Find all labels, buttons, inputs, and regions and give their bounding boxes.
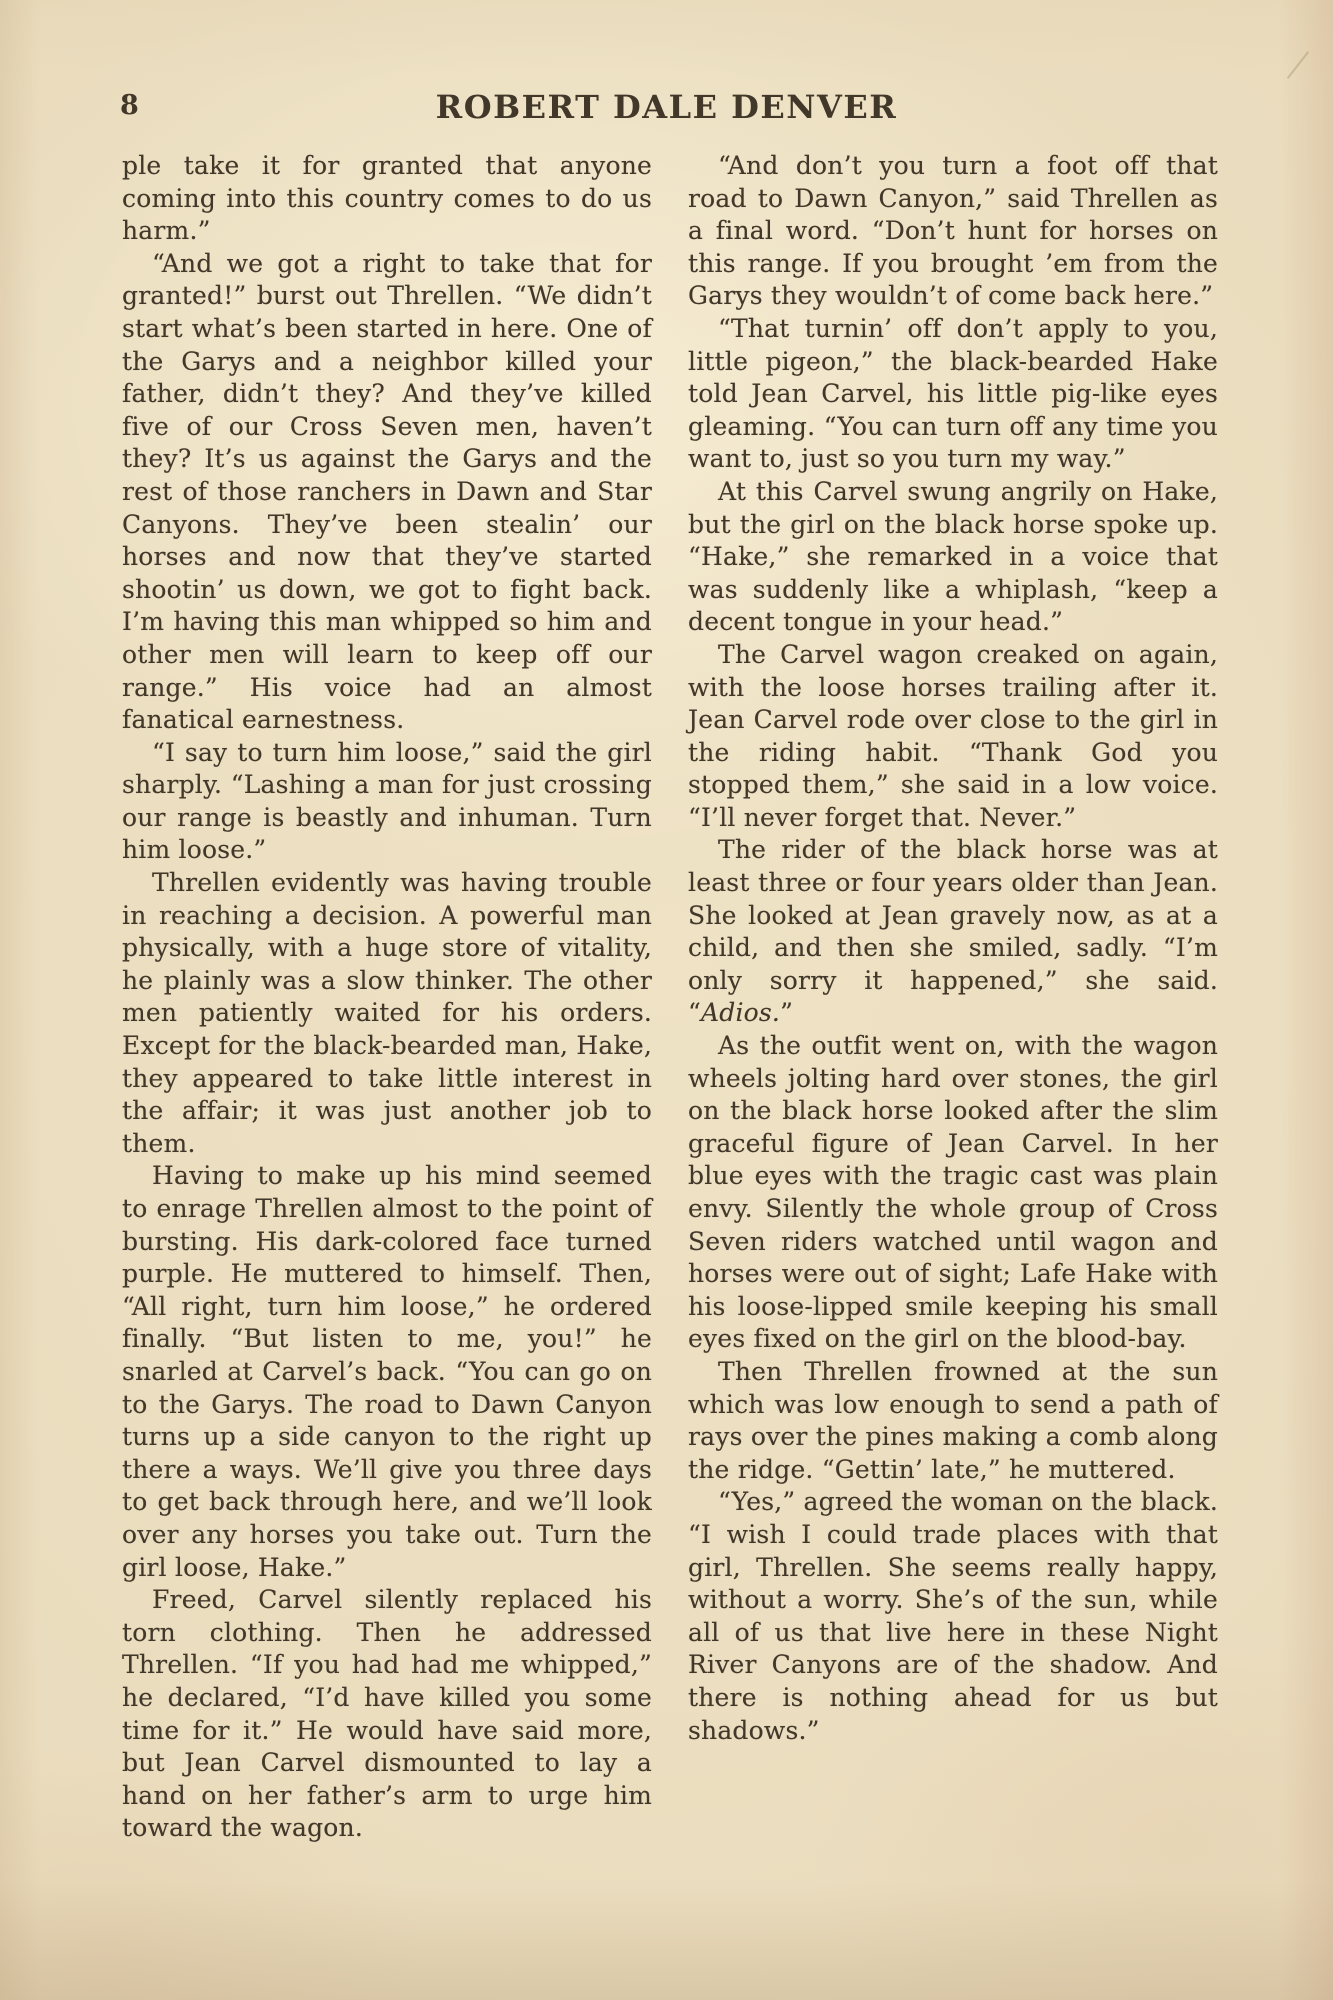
text-segment: ple take it for granted that anyone coming into this country comes to do us harm.” [122, 151, 652, 246]
text-segment: The rider of the black horse was at least three or four years older than Jean. She looked at Jean gravely now, as at a child, and then she smiled, sadly. “I’m only sorry it happened,” she said. “ [688, 835, 1218, 1028]
text-segment: Freed, Carvel silently replaced his torn clothing. Then he addressed Threllen. “If you had had me whipped,” he declared, “I’d have killed you some time for it.” He would have said more, but Jean Carvel dismounted to lay a hand on her father’s arm to urge him toward the wagon. [122, 1585, 652, 1843]
text-column-left [122, 150, 652, 1845]
paragraph [688, 476, 1218, 639]
text-segment: At this Carvel swung angrily on Hake, but the girl on the black horse spoke up. “Hake,” she remarked in a voice that was suddenly like a whiplash, “keep a decent tongue in your head.” [688, 476, 1218, 637]
paragraph [688, 1030, 1218, 1356]
paragraph [122, 150, 652, 248]
paragraph [122, 248, 652, 737]
text-segment: Having to make up his mind seemed to enrage Threllen almost to the point of bursting. His dark-colored face turned purple. He muttered to himself. Then, “All right, turn him loose,” he ordered finally. “But listen to me, you!” he snarled at Carvel’s back. “You can go on to the Garys. The road to Dawn Canyon turns up a side canyon to the right up there a ways. We’ll give you three days to get back through here, and we’ll look over any horses you take out. Turn the girl loose, Hake.” [122, 1161, 652, 1582]
paragraph [688, 313, 1218, 476]
page-number: 8 [120, 90, 139, 121]
text-segment: Threllen evidently was having trouble in reaching a decision. A powerful man physically, with a huge store of vitality, he plainly was a slow thinker. The other men patiently waited for his orders. Except for the black-bearded man, Hake, they appeared to take little interest in the affair; it was just another job to them. [122, 868, 652, 1158]
paragraph [122, 1584, 652, 1845]
text-segment: Then Threllen frowned at the sun which was low enough to send a path of rays over the pines making a comb along the ridge. “Gettin’ late,” he muttered. [688, 1356, 1218, 1484]
paragraph [688, 1356, 1218, 1486]
paragraph [122, 1160, 652, 1584]
paragraph [688, 150, 1218, 313]
text-segment: “I say to turn him loose,” said the girl sharply. “Lashing a man for just crossing our range is beastly and inhuman. Turn him loose.” [122, 737, 652, 865]
text-segment: The Carvel wagon creaked on again, with the loose horses trailing after it. Jean Carvel rode over close to the girl in the riding habit. “Thank God you stopped them,” she said in a low voice. “I’ll never forget that. Never.” [688, 639, 1218, 832]
text-segment: As the outfit went on, with the wagon wheels jolting hard over stones, the girl on the black horse looked after the slim graceful figure of Jean Carvel. In her blue eyes with the tragic cast was plain envy. Silently the whole group of Cross Seven riders watched until wagon and horses were out of sight; Lafe Hake with his loose-lipped smile keeping his small eyes fixed on the girl on the blood-bay. [688, 1031, 1218, 1354]
paragraph [688, 834, 1218, 1030]
text-segment: “That turnin’ off don’t apply to you, little pigeon,” the black-bearded Hake told Jean Carvel, his little pig-like eyes gleaming. “You can turn off any time you want to, just so you turn my way.” [688, 313, 1218, 474]
text-segment: “Yes,” agreed the woman on the black. “I wish I could trade places with that girl, Threllen. She seems really happy, without a worry. She’s of the sun, while all of us that live here in these Night River Canyons are of the shadow. And there is nothing ahead for us but shadows.” [688, 1487, 1218, 1745]
paragraph [688, 639, 1218, 835]
text-segment: “And don’t you turn a foot off that road to Dawn Canyon,” said Threllen as a final word. “Don’t hunt for horses on this range. If you brought ’em from the Garys they wouldn’t of come back here.” [688, 151, 1218, 311]
paragraph [122, 737, 652, 867]
paragraph [122, 867, 652, 1160]
page-header [0, 88, 1333, 128]
running-header-title: ROBERT DALE DENVER [435, 88, 898, 126]
text-segment: “And we got a right to take that for granted!” burst out Threllen. “We didn’t start what’s been started in here. One of the Garys and a neighbor killed your father, didn’t they? And they’ve killed five of our Cross Seven men, haven’t they? It’s us against the Garys and the rest of those ranchers in Dawn and Star Canyons. They’ve been stealin’ our horses and now that they’ve started shootin’ us down, we got to fight back. I’m having this man whipped so him and other men will learn to keep off our range.” His voice had an almost fanatical earnestness. [122, 248, 652, 735]
italic-text: Adios. [700, 998, 781, 1028]
text-segment: ” [780, 998, 794, 1028]
text-column-right [688, 150, 1218, 1747]
paragraph [688, 1486, 1218, 1747]
scan-artifact [1287, 51, 1310, 79]
